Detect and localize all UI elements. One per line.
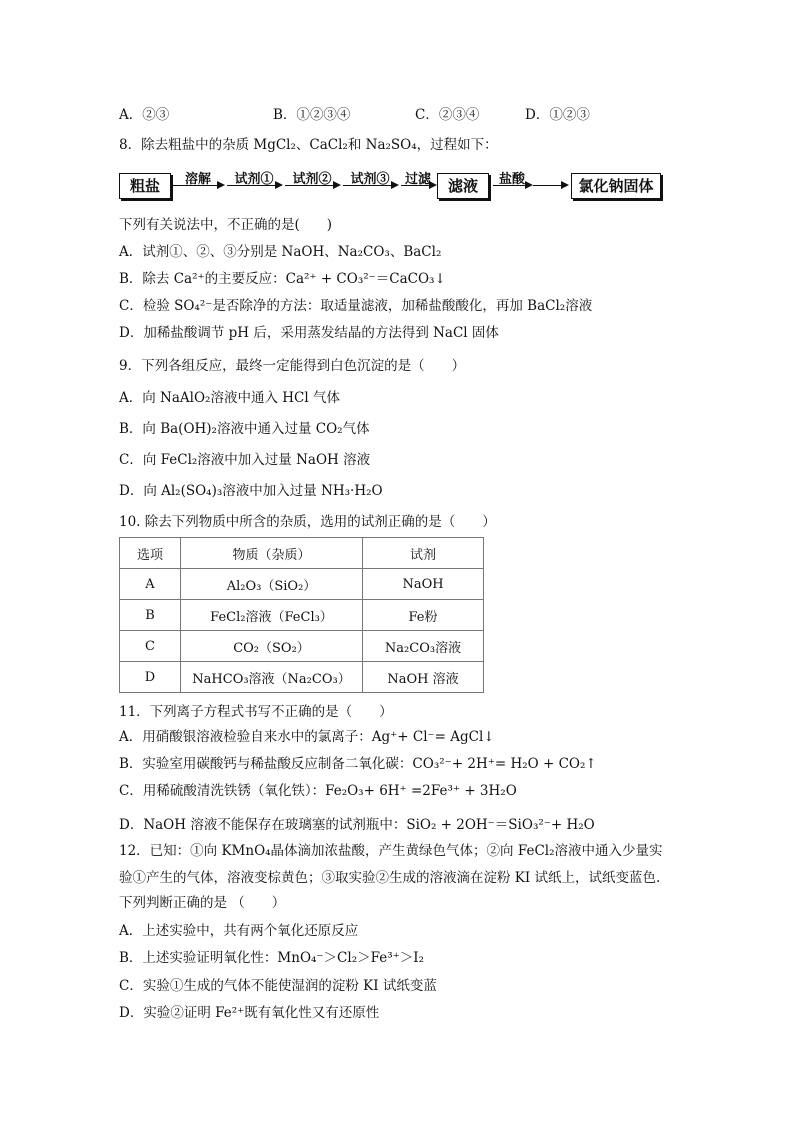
q8-prompt: 下列有关说法中，不正确的是( ) xyxy=(119,217,333,233)
q12-option-b: B．上述实验证明氧化性：MnO₄⁻＞Cl₂＞Fe³⁺＞I₂ xyxy=(119,950,425,966)
table-header-cell: 选项 xyxy=(120,538,181,569)
q8-stem: 8．除去粗盐中的杂质 MgCl₂、CaCl₂和 Na₂SO₄，过程如下： xyxy=(119,137,498,153)
q11-option-d: D．NaOH 溶液不能保存在玻璃塞的试剂瓶中：SiO₂ + 2OH⁻＝SiO₃²⁻+ H₂O xyxy=(119,817,595,833)
flow-box-end: 氯化钠固体 xyxy=(571,173,661,199)
table-row xyxy=(120,662,484,693)
table-cell: FeCl₂溶液（FeCl₃） xyxy=(181,600,363,631)
table-cell: B xyxy=(120,600,181,631)
q9-option-a: A．向 NaAlO₂溶液中通入 HCl 气体 xyxy=(119,390,340,406)
q12-stem-line1: 12．已知：①向 KMnO₄晶体滴加浓盐酸，产生黄绿色气体；②向 FeCl₂溶液中通入少量实 xyxy=(119,843,663,859)
q10-table xyxy=(119,537,484,693)
table-cell: D xyxy=(120,662,181,693)
table-cell: NaOH xyxy=(363,569,484,600)
table-cell: A xyxy=(120,569,181,600)
flow-label-5: 过滤 xyxy=(404,172,431,187)
flow-label-2: 试剂① xyxy=(234,172,274,187)
q8-flow-diagram xyxy=(119,165,664,205)
table-cell: NaHCO₃溶液（Na₂CO₃） xyxy=(181,662,363,693)
q7-option-a: A．②③ xyxy=(119,107,170,123)
q9-stem: 9．下列各组反应，最终一定能得到白色沉淀的是（ ） xyxy=(119,358,466,374)
table-row xyxy=(120,600,484,631)
q12-option-a: A．上述实验中，共有两个氧化还原反应 xyxy=(119,923,359,939)
q9-option-b: B．向 Ba(OH)₂溶液中通入过量 CO₂气体 xyxy=(119,421,370,437)
table-cell: Na₂CO₃溶液 xyxy=(363,631,484,662)
table-header-row xyxy=(120,538,484,569)
table-cell: NaOH 溶液 xyxy=(363,662,484,693)
flow-label-6: 盐酸 xyxy=(498,172,525,187)
q12-option-c: C．实验①生成的气体不能使湿润的淀粉 KI 试纸变蓝 xyxy=(119,978,437,994)
q7-option-d: D．①②③ xyxy=(525,107,590,123)
q12-prompt: 下列判断正确的是 （ ） xyxy=(119,895,286,911)
q7-options xyxy=(119,103,719,121)
flow-label-3: 试剂② xyxy=(292,172,332,187)
table-row xyxy=(120,569,484,600)
q12-stem-line2: 验①产生的气体，溶液变棕黄色；③取实验②生成的溶液滴在淀粉 KI 试纸上，试纸变蓝色. xyxy=(119,870,661,886)
q11-option-b: B．实验室用碳酸钙与稀盐酸反应制备二氧化碳：CO₃²⁻+ 2H⁺= H₂O + CO₂↑ xyxy=(119,756,597,772)
q8-option-a: A．试剂①、②、③分别是 NaOH、Na₂CO₃、BaCl₂ xyxy=(119,244,442,260)
q10-stem: 10. 除去下列物质中所含的杂质，选用的试剂正确的是（ ） xyxy=(119,514,496,530)
table-cell: Fe粉 xyxy=(363,600,484,631)
q8-option-c: C．检验 SO₄²⁻是否除净的方法：取适量滤液，加稀盐酸酸化，再加 BaCl₂溶液 xyxy=(119,298,593,314)
table-header-cell: 物质（杂质） xyxy=(181,538,363,569)
flow-label-1: 溶解 xyxy=(184,172,211,187)
table-header-cell: 试剂 xyxy=(363,538,484,569)
q11-option-c: C．用稀硫酸清洗铁锈（氧化铁）：Fe₂O₃+ 6H⁺ =2Fe³⁺ + 3H₂O xyxy=(119,783,517,799)
q12-option-d: D．实验②证明 Fe²⁺既有氧化性又有还原性 xyxy=(119,1005,380,1021)
q7-option-b: B．①②③④ xyxy=(273,107,351,123)
table-cell: C xyxy=(120,631,181,662)
flow-box-mid: 滤液 xyxy=(437,173,489,199)
q9-option-d: D．向 Al₂(SO₄)₃溶液中加入过量 NH₃·H₂O xyxy=(119,483,383,499)
q11-option-a: A．用硝酸银溶液检验自来水中的氯离子：Ag⁺+ Cl⁻= AgCl↓ xyxy=(119,729,495,745)
table-cell: Al₂O₃（SiO₂） xyxy=(181,569,363,600)
table-row xyxy=(120,631,484,662)
q11-stem: 11．下列离子方程式书写不正确的是（ ） xyxy=(119,704,393,720)
flow-label-4: 试剂③ xyxy=(350,172,390,187)
q8-option-b: B．除去 Ca²⁺的主要反应：Ca²⁺ + CO₃²⁻＝CaCO₃↓ xyxy=(119,271,446,287)
flow-arrow-7 xyxy=(533,185,567,186)
q7-option-c: C．②③④ xyxy=(415,107,480,123)
q9-option-c: C．向 FeCl₂溶液中加入过量 NaOH 溶液 xyxy=(119,452,371,468)
table-cell: CO₂（SO₂） xyxy=(181,631,363,662)
flow-box-start: 粗盐 xyxy=(119,173,171,199)
q8-option-d: D．加稀盐酸调节 pH 后，采用蒸发结晶的方法得到 NaCl 固体 xyxy=(119,325,499,341)
